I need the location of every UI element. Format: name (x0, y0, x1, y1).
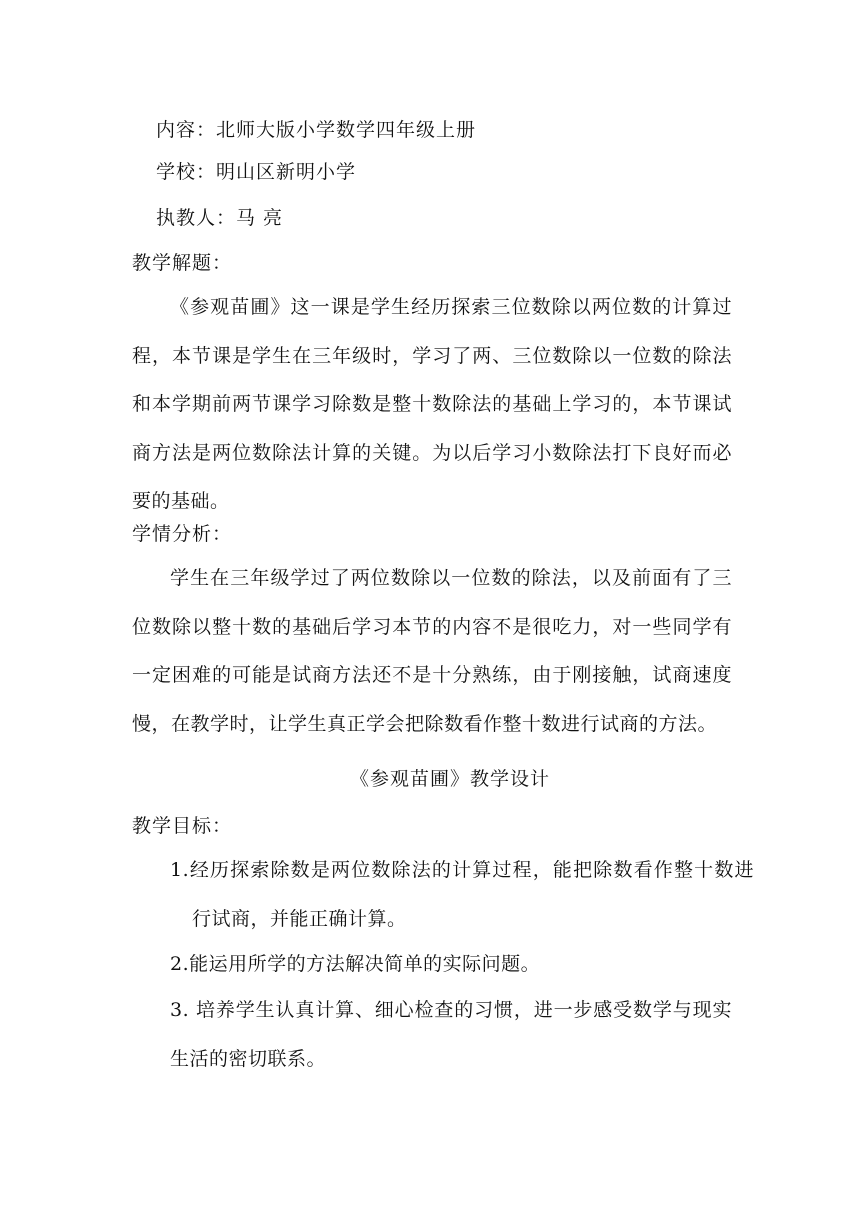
teacher-value: 马 亮 (236, 207, 284, 229)
content-line (156, 118, 476, 142)
school-line (156, 160, 356, 184)
goal-text: 能运用所学的方法解决简单的实际问题。 (189, 953, 541, 975)
goal-number: 2. (170, 953, 190, 975)
goal-item-2 (170, 940, 732, 989)
goal-text: 经历探索除数是两位数除法的计算过程，能把除数看作整十数进行试商，并能正确计算。 (189, 859, 754, 930)
goal-text: 培养学生认真计算、细心检查的习惯，进一步感受数学与现实生活的密切联系。 (170, 999, 732, 1070)
content-value: 北师大版小学数学四年级上册 (216, 119, 477, 141)
goal-number: 1. (170, 859, 190, 881)
analysis-paragraph: 《参观苗圃》这一课是学生经历探索三位数除以两位数的计算过程，本节课是学生在三年级时，学习了两、三位数除以一位数的除法和本学期前两节课学习除数是整十数除法的基础上学习的，本节课试商方法是两位数除法计算的关键。为以后学习小数除法打下良好而必要的基础。 (132, 296, 732, 512)
content-label: 内容： (156, 119, 217, 141)
school-value: 明山区新明小学 (216, 161, 357, 183)
goal-item-3 (170, 986, 732, 1083)
goal-item-1 (170, 846, 754, 943)
student-heading: 学情分析： (132, 523, 233, 545)
teacher-label: 执教人： (156, 207, 237, 229)
school-label: 学校： (156, 161, 217, 183)
goal-number: 3. (170, 999, 197, 1021)
design-title: 《参观苗圃》教学设计 (349, 768, 550, 790)
student-paragraph: 学生在三年级学过了两位数除以一位数的除法，以及前面有了三位数除以整十数的基础后学习本节的内容不是很吃力，对一些同学有一定困难的可能是试商方法还不是十分熟练，由于刚接触，试商速度慢，在教学时，让学生真正学会把除数看作整十数进行试商的方法。 (132, 567, 732, 735)
goals-heading: 教学目标： (132, 815, 233, 837)
analysis-heading: 教学解题： (132, 252, 233, 274)
teacher-line (156, 206, 283, 230)
